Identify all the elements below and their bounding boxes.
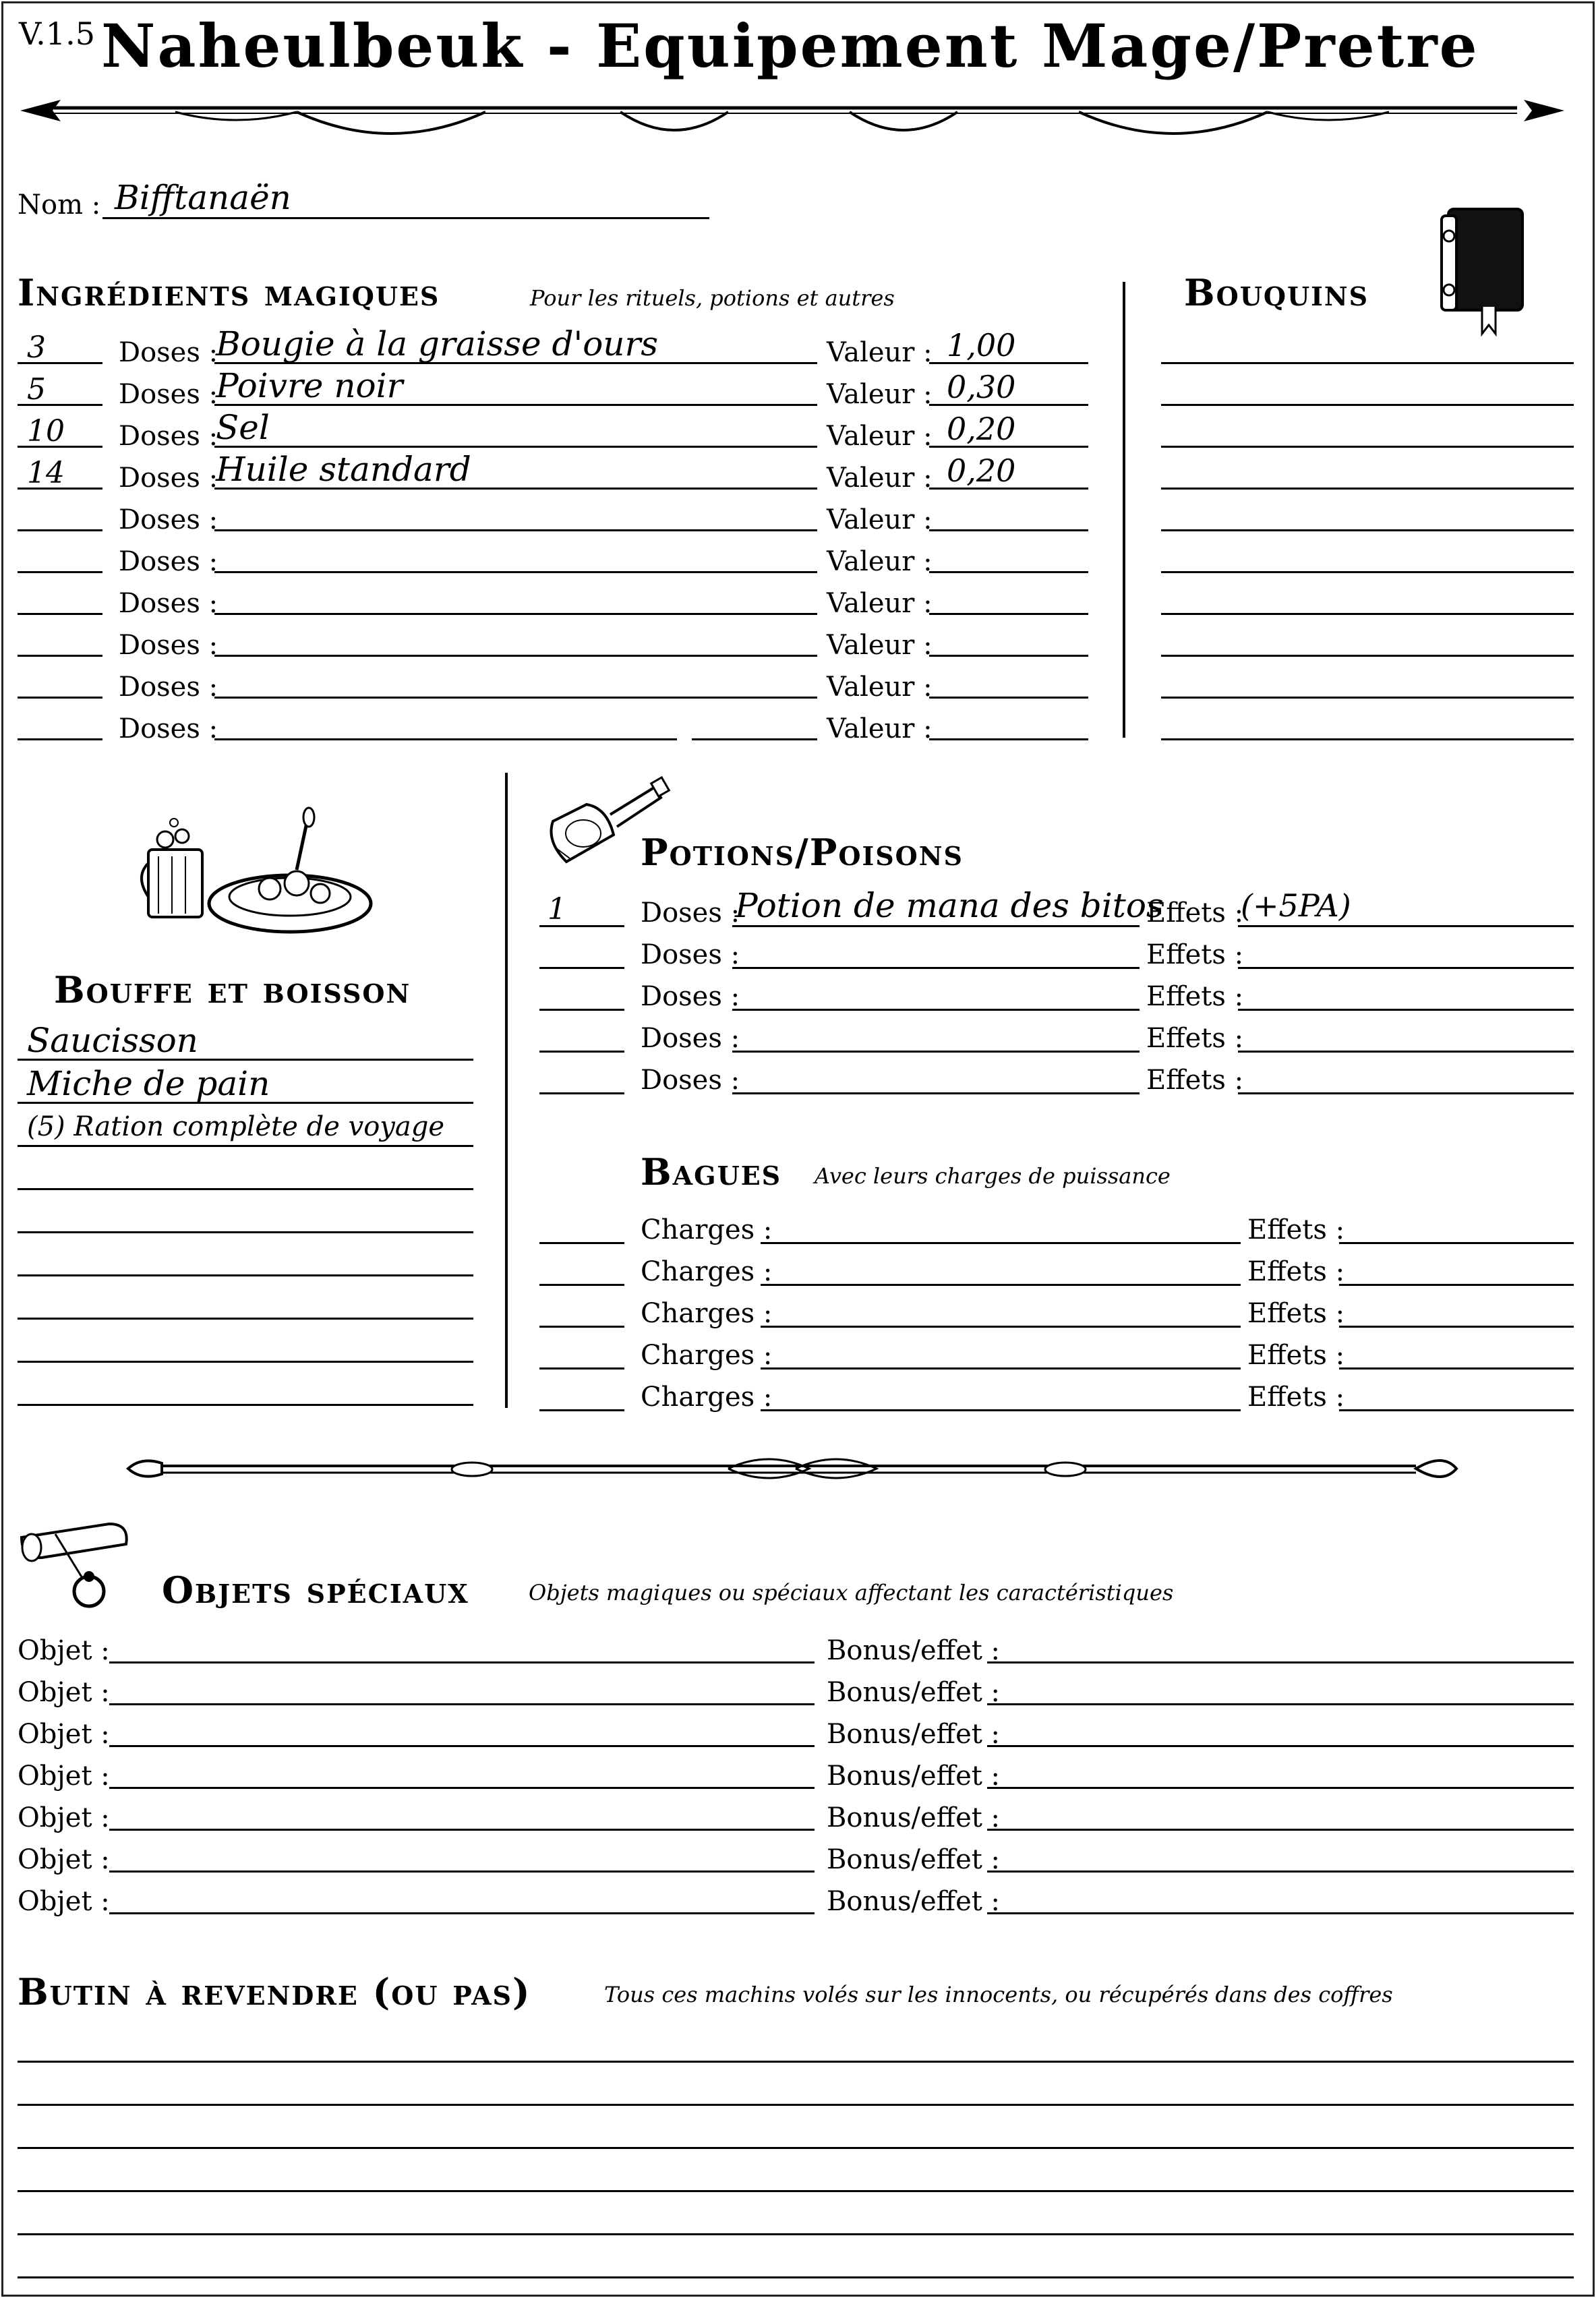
objet-line[interactable] [109,1829,815,1831]
bague-effets-label: Effets : [1247,1256,1345,1287]
potion-effect-line [1238,1092,1574,1094]
potion-doses-label: Doses : [641,1023,740,1054]
potion-name-line [732,967,1140,969]
bague-qty-line[interactable] [539,1409,624,1411]
butin-line[interactable] [18,2147,1574,2149]
bague-qty-line[interactable] [539,1284,624,1286]
bouffe-line [18,1231,473,1233]
potion-effets-label: Effets : [1146,939,1244,970]
potion-qty-line [539,1051,624,1053]
ingredient-doses-label: Doses : [119,463,218,494]
bouquin-line[interactable] [1161,613,1574,615]
ingredient-qty[interactable]: 10 [27,414,65,448]
bouquin-line[interactable] [1161,529,1574,531]
potion-effect-line [1238,1051,1574,1053]
page-title: Naheulbeuk - Equipement Mage/Pretre [101,11,1479,81]
objet-bonus-label: Bonus/effet : [827,1719,1001,1750]
objet-label: Objet : [18,1844,110,1875]
butin-line[interactable] [18,2233,1574,2235]
bouffe-line [18,1145,473,1147]
butin-line[interactable] [18,2104,1574,2106]
potion-qty-line [539,1092,624,1094]
bouffe-line [18,1404,473,1406]
objet-line[interactable] [109,1912,815,1914]
objets-title: Objets spéciaux [162,1568,469,1612]
potion-name[interactable]: Potion de mana des bitos [735,886,1164,925]
bagues-subtitle: Avec leurs charges de puissance [815,1163,1171,1189]
bouffe-line [18,1274,473,1276]
bouquin-line[interactable] [1161,738,1574,740]
ingredients-title: Ingrédients magiques [18,271,440,314]
bague-charges-line[interactable] [761,1242,1241,1244]
potion-effets-label: Effets : [1146,981,1244,1012]
potion-name-line [732,1092,1140,1094]
ingredient-name-line [214,446,817,448]
objets-subtitle: Objets magiques ou spéciaux affectant les caractéristiques [529,1580,1174,1605]
bague-effets-label: Effets : [1247,1214,1345,1245]
ingredient-value-line [929,613,1088,615]
objet-bonus-label: Bonus/effet : [827,1886,1001,1917]
butin-line[interactable] [18,2190,1574,2192]
ingredient-name[interactable]: Poivre noir [216,366,403,405]
bagues-title: Bagues [641,1150,782,1194]
potion-doses-label: Doses : [641,1065,740,1096]
bague-charges-label: Charges : [641,1340,773,1371]
ingredient-valeur-label: Valeur : [827,588,933,619]
bouquin-line[interactable] [1161,655,1574,657]
ingredient-valeur-label: Valeur : [827,379,933,410]
food-drink-icon [135,802,378,944]
ingredient-valeur-label: Valeur : [827,546,933,577]
bouquin-line[interactable] [1161,571,1574,573]
bague-effect-line[interactable] [1339,1242,1574,1244]
potion-doses-label: Doses : [641,981,740,1012]
bague-qty-line[interactable] [539,1242,624,1244]
ingredient-doses-label: Doses : [119,672,218,703]
bouffe-divider [505,773,508,1408]
bague-charges-label: Charges : [641,1298,773,1329]
objet-label: Objet : [18,1677,110,1708]
bouffe-item[interactable]: Miche de pain [27,1064,270,1103]
bouquins-title: Bouquins [1184,271,1369,314]
objet-bonus-label: Bonus/effet : [827,1844,1001,1875]
objet-bonus-line[interactable] [987,1661,1574,1663]
objet-line[interactable] [109,1870,815,1873]
book-icon [1435,196,1536,337]
objet-bonus-line[interactable] [987,1829,1574,1831]
potion-name-line [732,1009,1140,1011]
objet-label: Objet : [18,1635,110,1666]
ingredient-value[interactable]: 1,00 [947,327,1016,363]
ingredient-doses-label: Doses : [119,379,218,410]
objet-bonus-label: Bonus/effet : [827,1677,1001,1708]
objet-bonus-line[interactable] [987,1787,1574,1789]
objet-bonus-line[interactable] [987,1745,1574,1747]
ingredient-name-line [214,697,817,699]
butin-subtitle: Tous ces machins volés sur les innocents, ou récupérés dans des coffres [604,1982,1393,2007]
bague-charges-label: Charges : [641,1256,773,1287]
bague-effect-line[interactable] [1339,1284,1574,1286]
butin-line[interactable] [18,2276,1574,2278]
potion-qty-line [539,1009,624,1011]
ingredient-valeur-label: Valeur : [827,463,933,494]
ingredient-name-line [214,571,817,573]
ingredient-name[interactable]: Bougie à la graisse d'ours [216,324,659,363]
ingredient-qty-line [18,738,102,740]
bague-effets-label: Effets : [1247,1382,1345,1413]
potion-effect-line [1238,967,1574,969]
potion-qty-line [539,967,624,969]
bouquin-line[interactable] [1161,446,1574,448]
ingredient-doses-label: Doses : [119,588,218,619]
ingredient-value[interactable]: 0,20 [947,411,1016,447]
ingredient-qty-line [18,529,102,531]
potion-doses-label: Doses : [641,939,740,970]
potion-qty[interactable]: 1 [548,892,566,926]
ingredient-name[interactable]: Sel [216,408,270,447]
ingredient-name-line [214,613,817,615]
potion-effect[interactable]: (+5PA) [1241,887,1351,924]
objet-bonus-line[interactable] [987,1870,1574,1873]
bague-qty-line[interactable] [539,1326,624,1328]
bague-effets-label: Effets : [1247,1340,1345,1371]
staff-divider [121,1443,1463,1497]
nom-label: Nom : [18,189,101,220]
objet-bonus-label: Bonus/effet : [827,1802,1001,1833]
ingredient-qty-line [18,697,102,699]
bague-charges-line[interactable] [761,1326,1241,1328]
butin-title: Butin à revendre (ou pas) [18,1970,531,2013]
bague-qty-line[interactable] [539,1367,624,1369]
ingredient-value-line [929,697,1088,699]
ingredient-value-line [929,571,1088,573]
ingredient-doses-label: Doses : [119,337,218,368]
scroll-ring-icon [15,1510,156,1625]
bouffe-title: Bouffe et boisson [54,968,411,1011]
ingredient-doses-label: Doses : [119,713,218,744]
nom-line [102,217,709,219]
ingredient-qty[interactable]: 5 [27,372,46,407]
ingredient-valeur-label: Valeur : [827,630,933,661]
objet-label: Objet : [18,1761,110,1792]
potion-effect-line [1238,1009,1574,1011]
objet-bonus-line[interactable] [987,1703,1574,1705]
ingredient-value[interactable]: 0,20 [947,452,1016,489]
bouffe-line [18,1318,473,1320]
bouffe-item[interactable]: (5) Ration complète de voyage [27,1111,445,1142]
ingredient-qty-line [18,655,102,657]
bouquin-line[interactable] [1161,697,1574,699]
ingredient-name-line [214,529,817,531]
bague-effect-line[interactable] [1339,1409,1574,1411]
bague-charges-line[interactable] [761,1367,1241,1369]
ingredient-qty[interactable]: 14 [27,456,65,490]
bague-effets-label: Effets : [1247,1298,1345,1329]
potion-name-line [732,1051,1140,1053]
ingredient-value-line [929,738,1088,740]
objet-label: Objet : [18,1802,110,1833]
potion-effect-line [1238,925,1574,927]
ingredient-value[interactable]: 0,30 [947,369,1016,405]
objet-line[interactable] [109,1745,815,1747]
objet-bonus-line[interactable] [987,1912,1574,1914]
potion-effets-label: Effets : [1146,1023,1244,1054]
ingredient-value-line [929,655,1088,657]
objet-bonus-label: Bonus/effet : [827,1761,1001,1792]
potion-effets-label: Effets : [1146,1065,1244,1096]
bouquin-line[interactable] [1161,488,1574,490]
ingredient-valeur-label: Valeur : [827,337,933,368]
version-label: V.1.5 [19,16,95,52]
objet-label: Objet : [18,1886,110,1917]
objet-line[interactable] [109,1703,815,1705]
ingredient-name-line [692,738,817,740]
nom-value[interactable]: Bifftanaën [115,178,291,217]
bague-charges-label: Charges : [641,1382,773,1413]
objet-line[interactable] [109,1787,815,1789]
bouquin-line[interactable] [1161,362,1574,364]
bouffe-item[interactable]: Saucisson [27,1021,198,1060]
bouquins-divider [1123,282,1125,738]
ingredient-valeur-label: Valeur : [827,672,933,703]
ingredient-doses-label: Doses : [119,421,218,452]
butin-line[interactable] [18,2061,1574,2063]
bague-charges-label: Charges : [641,1214,773,1245]
bouffe-line [18,1361,473,1363]
objet-label: Objet : [18,1719,110,1750]
bouffe-line [18,1188,473,1190]
spear-divider-top [13,88,1578,148]
ingredient-valeur-label: Valeur : [827,421,933,452]
ingredient-doses-label: Doses : [119,546,218,577]
ingredient-qty-line [18,613,102,615]
bouquin-line[interactable] [1161,404,1574,406]
ingredient-valeur-label: Valeur : [827,713,933,744]
ingredient-valeur-label: Valeur : [827,504,933,535]
objet-bonus-label: Bonus/effet : [827,1635,1001,1666]
ingredients-subtitle: Pour les rituels, potions et autres [530,285,895,311]
ingredient-qty[interactable]: 3 [27,330,46,365]
ingredient-name[interactable]: Huile standard [216,450,471,489]
ingredient-name-line [214,738,677,740]
ingredient-doses-label: Doses : [119,504,218,535]
bague-charges-line[interactable] [761,1284,1241,1286]
ingredient-qty-line [18,571,102,573]
ingredient-name-line [214,655,817,657]
bague-effect-line[interactable] [1339,1367,1574,1369]
ingredient-doses-label: Doses : [119,630,218,661]
potion-doses-label: Doses : [641,897,740,929]
potions-title: Potions/Poisons [641,831,964,874]
ingredient-value-line [929,529,1088,531]
potion-effets-label: Effets : [1146,897,1244,929]
bague-charges-line[interactable] [761,1409,1241,1411]
bague-effect-line[interactable] [1339,1326,1574,1328]
potion-name-line [732,925,1140,927]
objet-line[interactable] [109,1661,815,1663]
